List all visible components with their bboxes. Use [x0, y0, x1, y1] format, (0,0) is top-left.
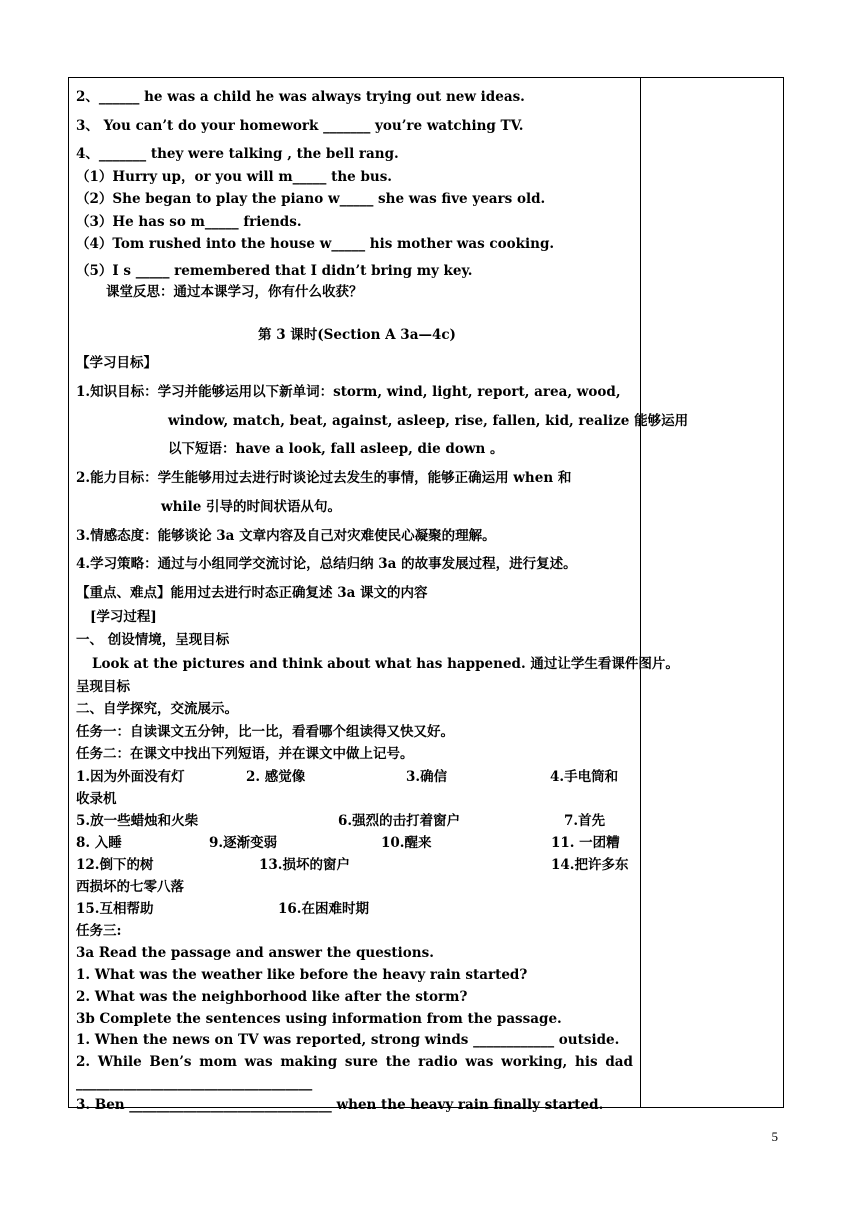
- phrase-row-2: [76, 812, 633, 830]
- word: working,: [501, 1054, 568, 1070]
- word: radio: [418, 1054, 458, 1070]
- worksheet-table: [68, 77, 784, 1113]
- exercise-3a: 3a Read the passage and answer the questions.: [76, 945, 434, 961]
- column-divider: [640, 78, 641, 1107]
- section-1-heading: 一、 创设情境，呈现目标: [76, 632, 230, 648]
- word: was: [465, 1054, 494, 1070]
- phrase-row-5: [76, 900, 633, 918]
- phrase-13: 13.损坏的窗户: [259, 857, 350, 873]
- word: 2.: [76, 1054, 91, 1070]
- page-number: 5: [771, 1129, 778, 1144]
- word: While: [97, 1054, 142, 1070]
- goal-emotion: 3.情感态度：能够谈论 3a 文章内容及自己对灾难使民心凝聚的理解。: [76, 528, 496, 544]
- class-reflection: 课堂反思：通过本课学习，你有什么收获？: [106, 284, 363, 300]
- task-2: 任务二：在课文中找出下列短语，并在课文中做上记号。: [76, 746, 414, 762]
- exercise-line-3: 3、 You can’t do your homework _______ you’re watching TV.: [76, 118, 524, 134]
- goal-knowledge-cont-1: window, match, beat, against, asleep, rise, fallen, kid, realize 能够运用: [168, 413, 689, 429]
- complete-2-blank: ___________________________________: [76, 1075, 313, 1091]
- fill-word-1: （1）Hurry up，or you will m_____ the bus.: [76, 169, 393, 185]
- phrase-15: 15.互相帮助: [76, 901, 154, 917]
- phrase-6: 6.强烈的击打着窗户: [338, 813, 461, 829]
- goal-strategy: 4.学习策略：通过与小组同学交流讨论，总结归纳 3a 的故事发展过程，进行复述。: [76, 556, 577, 572]
- task-1: 任务一：自读课文五分钟，比一比，看看哪个组读得又快又好。: [76, 724, 454, 740]
- word: his: [575, 1054, 598, 1070]
- exercise-line-4: 4、_______ they were talking , the bell rang.: [76, 146, 399, 162]
- section-2-heading: 二、自学探究，交流展示。: [76, 701, 238, 717]
- complete-1: 1. When the news on TV was reported, strong winds ____________ outside.: [76, 1032, 620, 1048]
- exercise-3b: 3b Complete the sentences using information from the passage.: [76, 1011, 562, 1027]
- section-1-text: Look at the pictures and think about what has happened. 通过让学生看课件图片。: [92, 656, 679, 672]
- phrase-16: 16.在困难时期: [278, 901, 369, 917]
- phrase-row-3: [76, 834, 633, 852]
- goal-ability: 2.能力目标：学生能够用过去进行时谈论过去发生的事情，能够正确运用 when 和: [76, 470, 572, 486]
- question-1: 1. What was the weather like before the heavy rain started?: [76, 967, 528, 983]
- key-points: 【重点、难点】能用过去进行时态正确复述 3a 课文的内容: [76, 585, 428, 601]
- phrase-4: 4.手电筒和: [550, 769, 619, 785]
- phrase-1: 1.因为外面没有灯: [76, 769, 185, 785]
- complete-2: [76, 1053, 633, 1071]
- goal-ability-cont: while 引导的时间状语从句。: [161, 499, 341, 515]
- goals-heading: 【学习目标】: [76, 355, 157, 371]
- word: making: [280, 1054, 338, 1070]
- word: mom: [199, 1054, 237, 1070]
- phrase-4-cont: 收录机: [76, 791, 117, 807]
- complete-3: 3. Ben ______________________________ when the heavy rain finally started.: [76, 1097, 604, 1113]
- phrase-2: 2. 感觉像: [246, 769, 306, 785]
- phrase-8: 8. 入睡: [76, 835, 122, 851]
- phrase-row-4: [76, 856, 633, 874]
- word: the: [385, 1054, 411, 1070]
- fill-word-3: （3）He has so m_____ friends.: [76, 214, 302, 230]
- word: dad: [605, 1054, 633, 1070]
- exercise-line-2: 2、______ he was a child he was always trying out new ideas.: [76, 89, 525, 105]
- process-heading: [学习过程]: [90, 609, 157, 625]
- fill-word-5: （5）I s _____ remembered that I didn’t bring my key.: [76, 263, 473, 279]
- fill-word-4: （4）Tom rushed into the house w_____ his mother was cooking.: [76, 236, 555, 252]
- phrase-14-cont: 西损坏的七零八落: [76, 879, 184, 895]
- word: Ben’s: [149, 1054, 192, 1070]
- phrase-3: 3.确信: [406, 769, 448, 785]
- question-2: 2. What was the neighborhood like after the storm?: [76, 989, 468, 1005]
- word: was: [244, 1054, 273, 1070]
- phrase-12: 12.倒下的树: [76, 857, 154, 873]
- phrase-7: 7.首先: [564, 813, 606, 829]
- section-1-text-cont: 呈现目标: [76, 679, 130, 695]
- fill-word-2: （2）She began to play the piano w_____ she was five years old.: [76, 191, 546, 207]
- word: sure: [344, 1054, 379, 1070]
- goal-knowledge-cont-2: 以下短语：have a look, fall asleep, die down 。: [168, 441, 504, 457]
- phrase-10: 10.醒来: [381, 835, 432, 851]
- phrase-14: 14.把许多东: [551, 857, 629, 873]
- phrase-row-1: [76, 768, 633, 786]
- phrase-5: 5.放一些蜡烛和火柴: [76, 813, 199, 829]
- phrase-9: 9.逐渐变弱: [209, 835, 278, 851]
- phrase-11: 11. 一团糟: [551, 835, 620, 851]
- lesson-title: 第 3 课时(Section A 3a—4c): [258, 327, 456, 343]
- task-3: 任务三:: [76, 923, 122, 939]
- goal-knowledge: 1.知识目标：学习并能够运用以下新单词：storm, wind, light, report, area, wood,: [76, 384, 621, 400]
